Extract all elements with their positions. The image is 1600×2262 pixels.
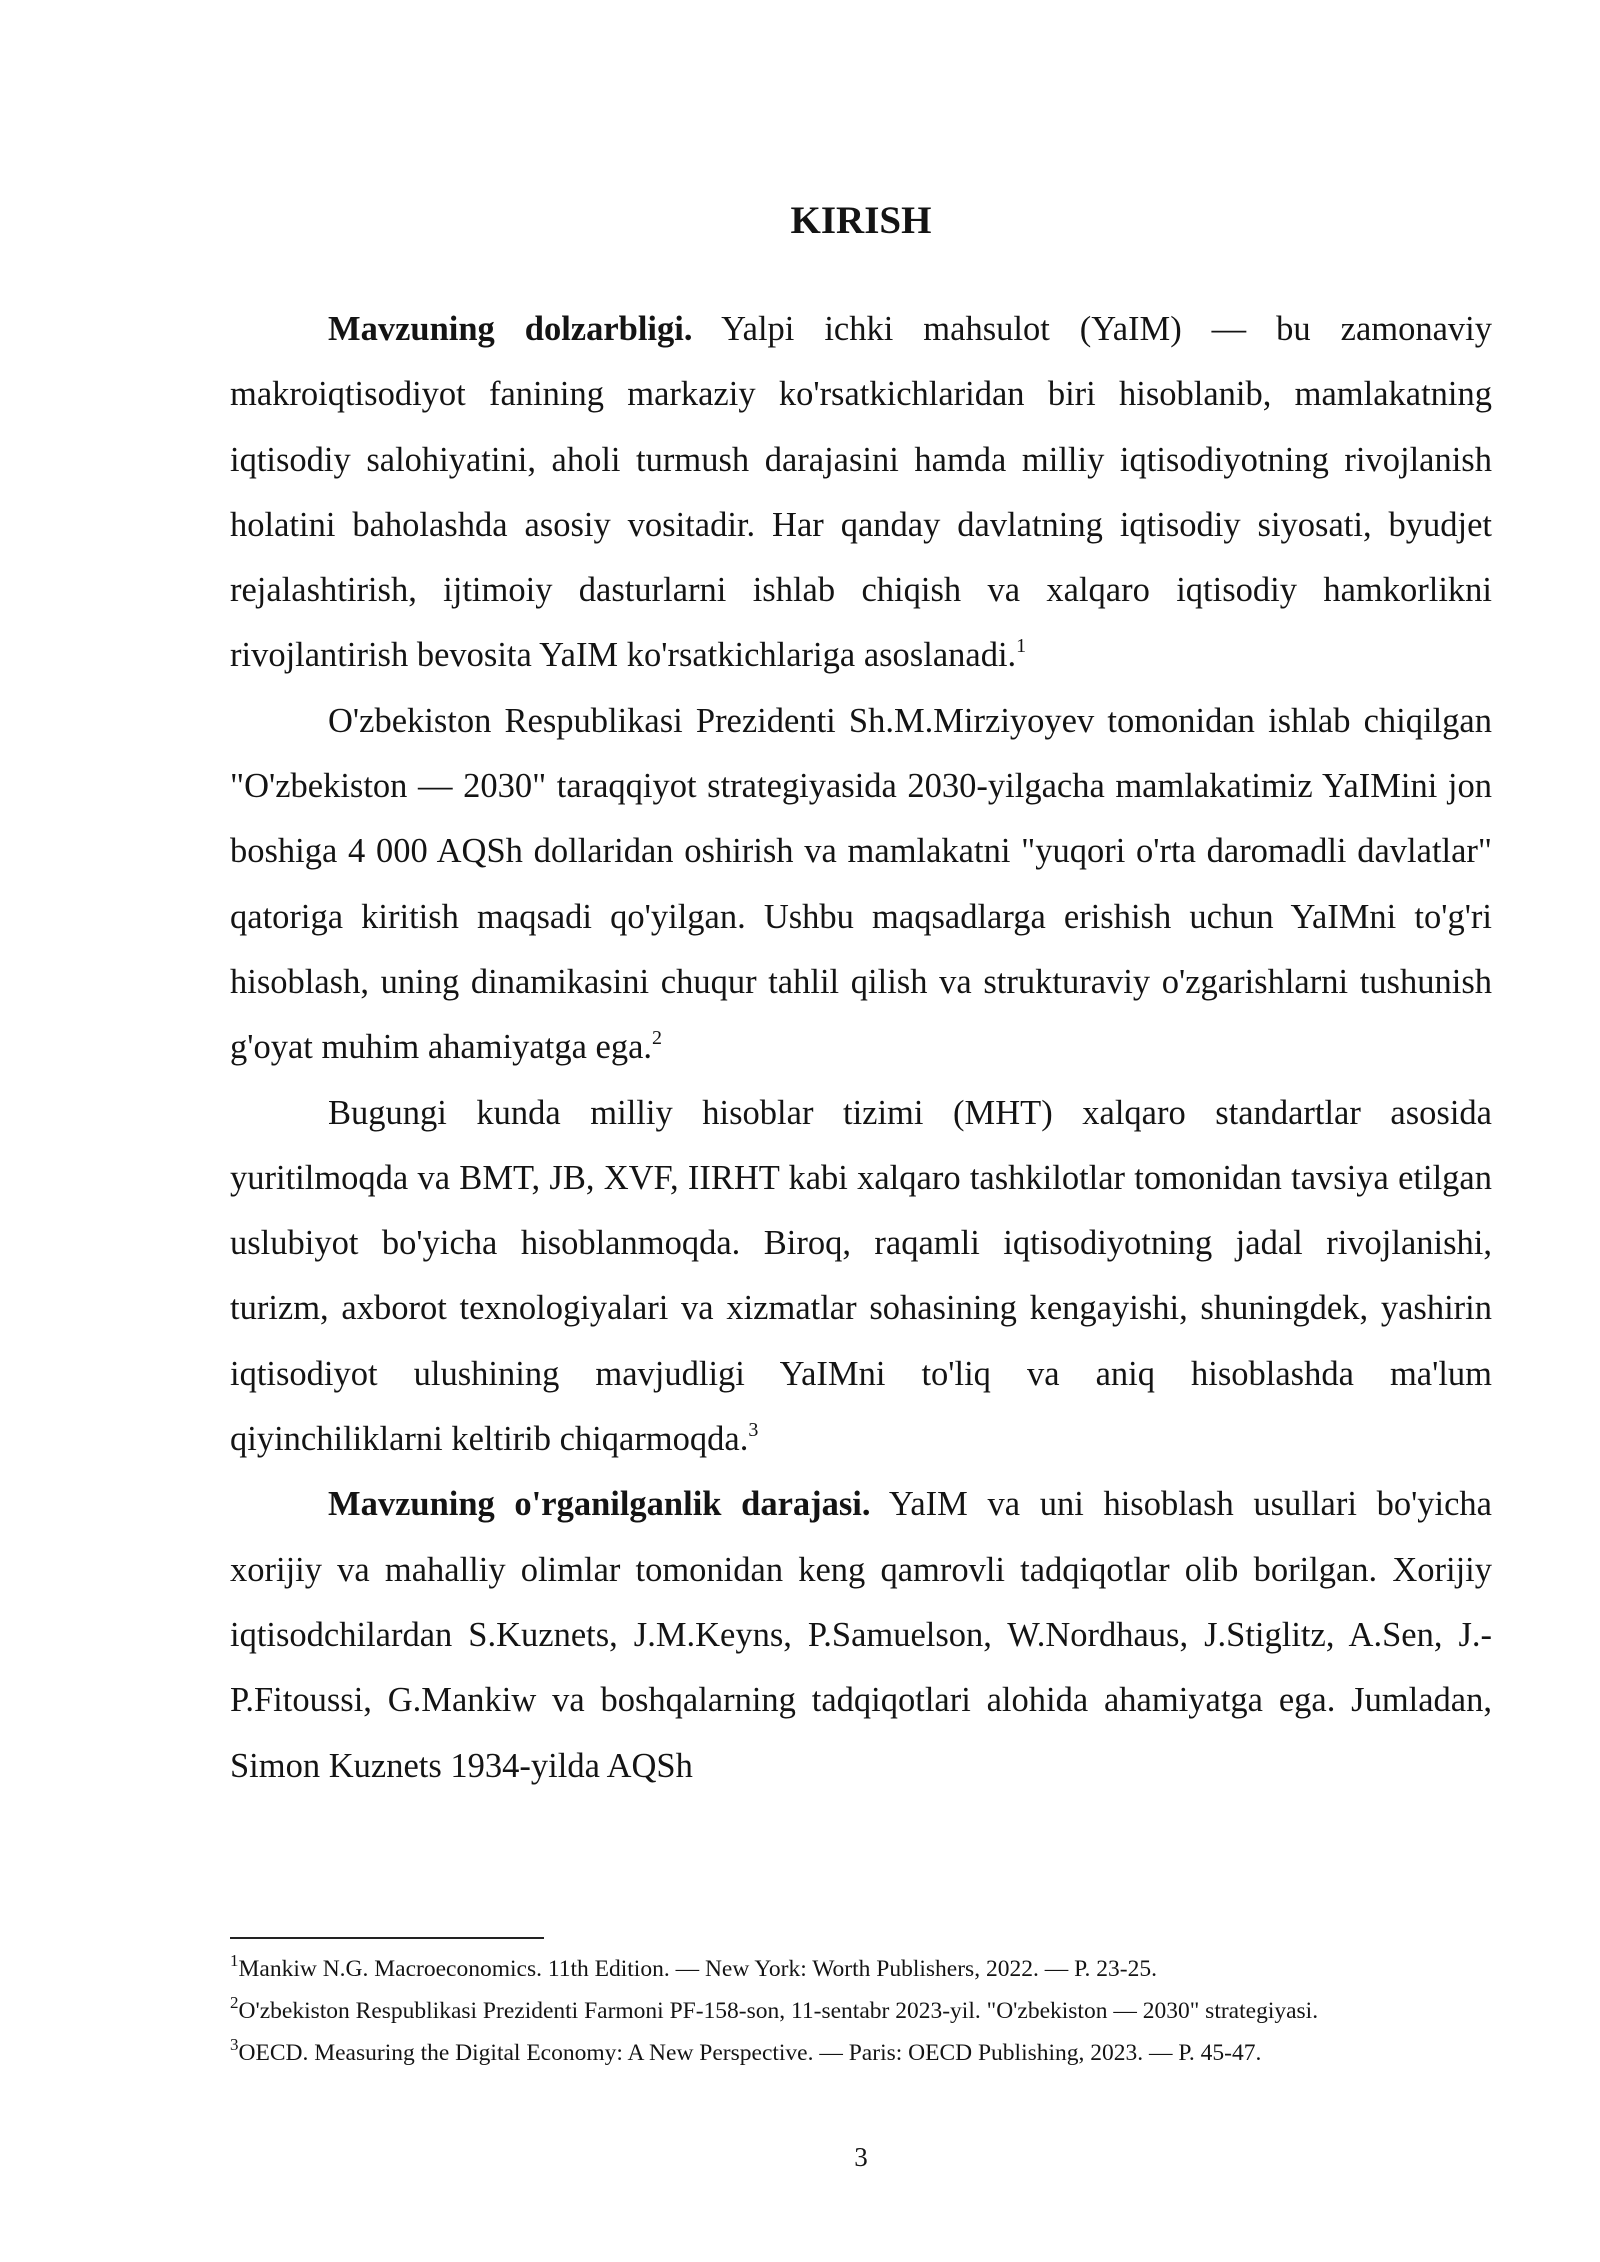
body-text	[230, 297, 1492, 1799]
footnote-3	[230, 2032, 1492, 2074]
paragraph-research-level	[230, 1472, 1492, 1798]
paragraph-lead: Mavzuning o'rganilganlik darajasi.	[328, 1485, 871, 1524]
footnotes	[230, 1948, 1492, 2074]
page-number: 3	[854, 2142, 868, 2172]
page-heading: KIRISH	[790, 199, 932, 242]
footnote-text: OECD. Measuring the Digital Economy: A New Perspective. — Paris: OECD Publishing, 2023. — P. 45-47.	[238, 2040, 1262, 2066]
footnote-mark: 3	[230, 2035, 239, 2055]
footnote-text: O'zbekiston Respublikasi Prezidenti Farmoni PF-158-son, 11-sentabr 2023-yil. "O'zbekiston — 2030" strategiyasi.	[238, 1998, 1319, 2024]
paragraph-text: Bugungi kunda milliy hisoblar tizimi (MHT) xalqaro standartlar asosida yuritilmoqda va BMT, JB, XVF, IIRHT kabi xalqaro tashkilotlar tomonidan tavsiya etilgan uslubiyot bo'yicha hisoblanmoqda. Biroq, raqamli iqtisodiyotning jadal rivojlanishi, turizm, axborot texnologiyalari va xizmatlar sohasining kengayishi, shuningdek, yashirin iqtisodiyot ulushining mavjudligi YaIMni to'liq va aniq hisoblashda ma'lum qiyinchiliklarni keltirib chiqarmoqda.	[230, 1093, 1492, 1459]
footnote-2	[230, 1990, 1492, 2032]
paragraph-national-accounts	[230, 1081, 1492, 1473]
document-page	[230, 0, 1492, 2262]
footnote-ref[interactable]: 1	[1016, 634, 1027, 657]
paragraph-relevance	[230, 297, 1492, 689]
paragraph-strategy	[230, 689, 1492, 1081]
footnote-mark: 2	[230, 1993, 239, 2013]
paragraph-text: Yalpi ichki mahsulot (YaIM) — bu zamonaviy makroiqtisodiyot fanining markaziy ko'rsatkichlaridan biri hisoblanib, mamlakatning iqtisodiy salohiyatini, aholi turmush darajasini hamda milliy iqtisodiyotning rivojlanish holatini baholashda asosiy vositadir. Har qanday davlatning iqtisodiy siyosati, byudjet rejalashtirish, ijtimoiy dasturlarni ishlab chiqish va xalqaro iqtisodiy hamkorlikni rivojlantirish bevosita YaIM ko'rsatkichlariga asoslanadi.	[230, 310, 1492, 675]
paragraph-text: YaIM va uni hisoblash usullari bo'yicha xorijiy va mahalliy olimlar tomonidan keng qamrovli tadqiqotlar olib borilgan. Xorijiy iqtisodchilardan S.Kuznets, J.M.Keyns, P.Samuelson, W.Nordhaus, J.Stiglitz, A.Sen, J.-P.Fitoussi, G.Mankiw va boshqalarning tadqiqotlari alohida ahamiyatga ega. Jumladan, Simon Kuznets 1934-yilda AQSh	[230, 1485, 1492, 1785]
paragraph-lead: Mavzuning dolzarbligi.	[328, 310, 693, 348]
paragraph-text: O'zbekiston Respublikasi Prezidenti Sh.M.Mirziyoyev tomonidan ishlab chiqilgan "O'zbekiston — 2030" taraqqiyot strategiyasida 2030-yilgacha mamlakatimiz YaIMini jon boshiga 4 000 AQSh dollaridan oshirish va mamlakatni "yuqori o'rta daromadli davlatlar" qatoriga kiritish maqsadi qo'yilgan. Ushbu maqsadlarga erishish uchun YaIMni to'g'ri hisoblash, uning dinamikasini chuqur tahlil qilish va strukturaviy o'zgarishlarni tushunish g'oyat muhim ahamiyatga ega.	[230, 701, 1492, 1067]
footnote-1	[230, 1948, 1492, 1990]
footnote-ref[interactable]: 2	[652, 1026, 663, 1049]
footnote-separator	[230, 1937, 544, 1939]
footnote-ref[interactable]: 3	[748, 1418, 759, 1441]
footnote-text: Mankiw N.G. Macroeconomics. 11th Edition. — New York: Worth Publishers, 2022. — P. 23-25.	[238, 1956, 1157, 1982]
footnote-mark: 1	[230, 1951, 239, 1971]
